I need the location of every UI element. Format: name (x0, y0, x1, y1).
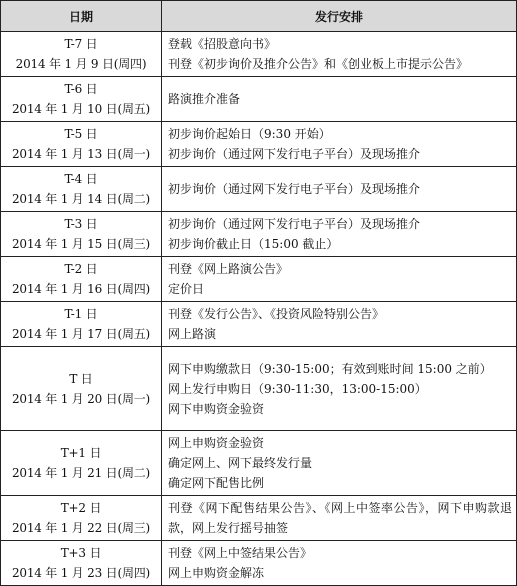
day-label: T+1 日 (60, 446, 102, 460)
date-cell (1, 431, 162, 496)
arrangement-item: 网上路演 (168, 327, 217, 341)
day-label: T-1 日 (64, 307, 98, 321)
arrangement-cell (162, 167, 517, 212)
arrangement-item: 刊登《初步询价及推介公告》和《创业板上市提示公告》 (168, 57, 469, 71)
day-label: T-5 日 (64, 127, 98, 141)
date-cell (1, 122, 162, 167)
calendar-date: 2014 年 1 月 15 日(周三) (11, 237, 151, 251)
arrangement-item: 登载《招股意向书》 (168, 37, 277, 51)
calendar-date: 2014 年 1 月 10 日(周五) (11, 102, 151, 116)
arrangement-cell (162, 212, 517, 257)
date-cell (1, 257, 162, 302)
date-column-header: 日期 (1, 1, 162, 32)
arrangement-item: 初步询价起始日（9:30 开始） (168, 127, 331, 141)
arrangement-cell (162, 347, 517, 431)
day-label: T-7 日 (64, 37, 98, 51)
table-row (1, 32, 517, 77)
arrangement-item: 确定网下配售比例 (168, 476, 265, 490)
arrangement-cell (162, 302, 517, 347)
day-label: T-2 日 (64, 262, 98, 276)
arrangement-item: 刊登《网上路演公告》 (168, 262, 289, 276)
day-label: T-6 日 (64, 82, 98, 96)
arrangement-item: 初步询价（通过网下发行电子平台）及现场推介 (168, 147, 421, 161)
arrangement-item: 路演推介准备 (168, 92, 241, 106)
calendar-date: 2014 年 1 月 13 日(周一) (11, 147, 151, 161)
table-row (1, 212, 517, 257)
arrangement-item: 初步询价（通过网下发行电子平台）及现场推介 (168, 182, 421, 196)
arrangement-cell (162, 77, 517, 122)
arrangement-item: 网下申购缴款日（9:30-15:00；有效到账时间 15:00 之前） (168, 361, 492, 376)
arrangement-item: 网上申购资金解冻 (168, 566, 265, 580)
date-cell (1, 77, 162, 122)
date-cell (1, 347, 162, 431)
date-cell (1, 167, 162, 212)
date-cell (1, 212, 162, 257)
table-row (1, 431, 517, 496)
arrangement-item: 刊登《网下配售结果公告》、《网上中签率公告》，网下申购款退款，网上发行摇号抽签 (168, 501, 512, 535)
arrangement-item: 初步询价截止日（15:00 截止） (168, 237, 339, 251)
calendar-date: 2014 年 1 月 22 日(周三) (11, 521, 151, 535)
table-header-row (1, 1, 517, 32)
arrangement-column-header: 发行安排 (162, 1, 517, 32)
calendar-date: 2014 年 1 月 9 日(周四) (15, 57, 147, 71)
calendar-date: 2014 年 1 月 16 日(周四) (11, 282, 151, 296)
day-label: T-3 日 (64, 217, 98, 231)
day-label: T+2 日 (60, 501, 102, 515)
arrangement-item: 刊登《网上中签结果公告》 (168, 546, 313, 560)
arrangement-item: 确定网上、网下最终发行量 (168, 456, 313, 470)
arrangement-item: 定价日 (168, 282, 205, 296)
arrangement-cell (162, 122, 517, 167)
day-label: T-4 日 (64, 172, 98, 186)
date-cell (1, 541, 162, 586)
table-row (1, 496, 517, 541)
arrangement-cell (162, 541, 517, 586)
calendar-date: 2014 年 1 月 14 日(周二) (11, 192, 151, 206)
arrangement-item: 网上申购资金验资 (168, 436, 265, 450)
calendar-date: 2014 年 1 月 23 日(周四) (11, 566, 151, 580)
table-row (1, 302, 517, 347)
arrangement-cell (162, 32, 517, 77)
day-label: T 日 (69, 371, 93, 386)
arrangement-cell (162, 257, 517, 302)
table-row (1, 167, 517, 212)
arrangement-cell (162, 496, 517, 541)
date-cell (1, 32, 162, 77)
arrangement-item: 网上发行申购日（9:30-11:30，13:00-15:00） (168, 381, 427, 396)
arrangement-item: 刊登《发行公告》、《投资风险特别公告》 (168, 307, 385, 321)
calendar-date: 2014 年 1 月 17 日(周五) (11, 327, 151, 341)
table-row (1, 122, 517, 167)
arrangement-item: 网下申购资金验资 (168, 401, 265, 416)
arrangement-item: 初步询价（通过网下发行电子平台）及现场推介 (168, 217, 421, 231)
table-row (1, 541, 517, 586)
table-row (1, 257, 517, 302)
calendar-date: 2014 年 1 月 20 日(周一) (11, 391, 151, 406)
table-row (1, 77, 517, 122)
day-label: T+3 日 (60, 546, 102, 560)
arrangement-cell (162, 431, 517, 496)
date-cell (1, 302, 162, 347)
date-cell (1, 496, 162, 541)
table-row (1, 347, 517, 431)
calendar-date: 2014 年 1 月 21 日(周二) (11, 466, 151, 480)
